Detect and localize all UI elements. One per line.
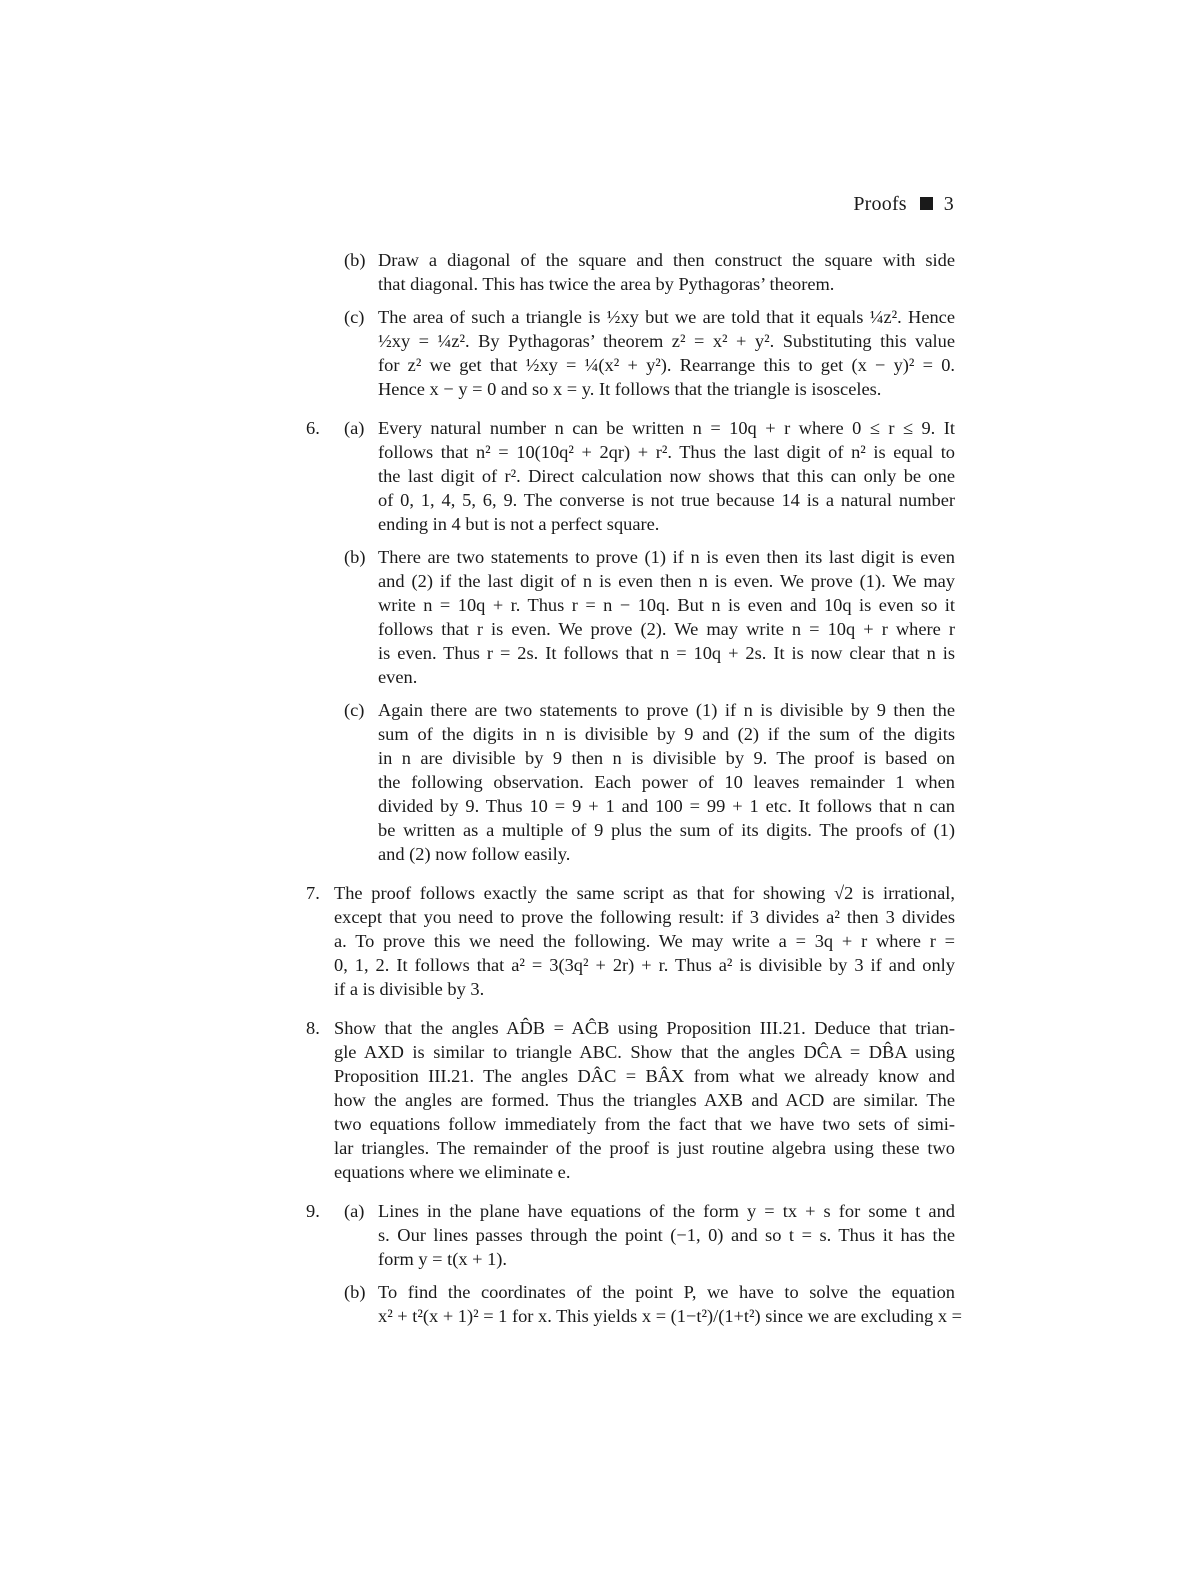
text-line: and (2) if the last digit of n is even then n is even. We prove (1). We may [378,571,955,591]
text-line: a. To prove this we need the following. We may write a = 3q + r where r = [334,931,955,951]
exercise-5b [306,248,955,296]
text-line: if a is divisible by 3. [334,979,485,999]
text-line: Every natural number n can be written n = 10q + r where 0 ≤ r ≤ 9. It [378,418,955,438]
part-label: (b) [344,547,366,567]
exercise-6 [306,416,955,866]
text-line: how the angles are formed. Thus the triangles AXB and ACD are similar. The [334,1090,955,1110]
text-line: equations where we eliminate e. [334,1162,571,1182]
text-line: form y = t(x + 1). [378,1249,508,1269]
part-label: (a) [344,418,365,438]
text-line: follows that r is even. We prove (2). We may write n = 10q + r where r [378,619,955,639]
section-title: Proofs [853,193,907,215]
text-line: There are two statements to prove (1) if n is even then its last digit is even [378,547,955,567]
exercise-8 [306,1016,955,1184]
exercise-9 [306,1199,963,1328]
text-line: sum of the digits in n is divisible by 9 and (2) if the sum of the digits [378,724,955,744]
exercise-9a [306,1199,955,1271]
text-line: and (2) now follow easily. [378,844,571,864]
text-line: ending in 4 but is not a perfect square. [378,514,660,534]
exercise-7 [306,881,955,1001]
exercise-number: 6. [306,418,320,438]
text-line: Again there are two statements to prove (1) if n is divisible by 9 then the [378,700,955,720]
text-line: lar triangles. The remainder of the proof is just routine algebra using these two [334,1138,955,1158]
text-line: Lines in the plane have equations of the form y = tx + s for some t and [378,1201,955,1221]
text-line: even. [378,667,418,687]
text-line: the following observation. Each power of 10 leaves remainder 1 when [378,772,955,792]
text-line: ½xy = ¼z². By Pythagoras’ theorem z² = x² + y². Substituting this value [378,331,955,351]
text-line: divided by 9. Thus 10 = 9 + 1 and 100 = 99 + 1 etc. It follows that n can [378,796,955,816]
exercise-number: 8. [306,1018,320,1038]
text-line: in n are divisible by 9 then n is divisible by 9. The proof is based on [378,748,955,768]
text-line: follows that n² = 10(10q² + 2qr) + r². Thus the last digit of n² is equal to [378,442,955,462]
exercise-number: 9. [306,1201,320,1221]
text-line: Proposition III.21. The angles DÂC = BÂX from what we already know and [334,1066,955,1086]
part-label: (a) [344,1201,365,1221]
text-line: x² + t²(x + 1)² = 1 for x. This yields x = (1−t²)/(1+t²) since we are excluding x = [378,1306,963,1326]
part-label: (c) [344,700,365,720]
page-number: 3 [943,193,954,215]
exercise-9b [306,1280,963,1328]
text-line: of 0, 1, 4, 5, 6, 9. The converse is not true because 14 is a natural number [378,490,955,510]
exercise-5c [306,305,955,401]
part-label: (b) [344,1282,366,1302]
answer-text [306,248,963,1328]
text-line: The area of such a triangle is ½xy but we are told that it equals ¼z². Hence [378,307,955,327]
square-bullet-icon [920,197,933,210]
exercise-number: 7. [306,883,320,903]
running-header [853,193,954,216]
text-line: To find the coordinates of the point P, we have to solve the equation [378,1282,955,1302]
part-label: (c) [344,307,365,327]
text-line: Show that the angles AD̂B = AĈB using Proposition III.21. Deduce that trian- [334,1018,955,1038]
text-line: Draw a diagonal of the square and then construct the square with side [378,250,955,270]
exercise-6b [306,545,955,689]
text-line: that diagonal. This has twice the area by Pythagoras’ theorem. [378,274,835,294]
text-line: The proof follows exactly the same script as that for showing √2 is irrational, [334,883,955,903]
text-line: is even. Thus r = 2s. It follows that n = 10q + 2s. It is now clear that n is [378,643,955,663]
text-line: gle AXD is similar to triangle ABC. Show that the angles DĈA = DB̂A using [334,1042,955,1062]
text-line: 0, 1, 2. It follows that a² = 3(3q² + 2r) + r. Thus a² is divisible by 3 if and only [334,955,955,975]
text-line: for z² we get that ½xy = ¼(x² + y²). Rearrange this to get (x − y)² = 0. [378,355,955,375]
part-label: (b) [344,250,366,270]
exercise-6c [306,698,955,866]
text-line: Hence x − y = 0 and so x = y. It follows that the triangle is isosceles. [378,379,882,399]
text-line: write n = 10q + r. Thus r = n − 10q. But n is even and 10q is even so it [378,595,955,615]
text-line: be written as a multiple of 9 plus the sum of its digits. The proofs of (1) [378,820,955,840]
text-line: two equations follow immediately from the fact that we have two sets of simi- [334,1114,955,1134]
text-line: s. Our lines passes through the point (−1, 0) and so t = s. Thus it has the [378,1225,955,1245]
exercise-6a [306,416,955,536]
text-line: the last digit of r². Direct calculation now shows that this can only be one [378,466,955,486]
text-line: except that you need to prove the following result: if 3 divides a² then 3 divides [334,907,955,927]
